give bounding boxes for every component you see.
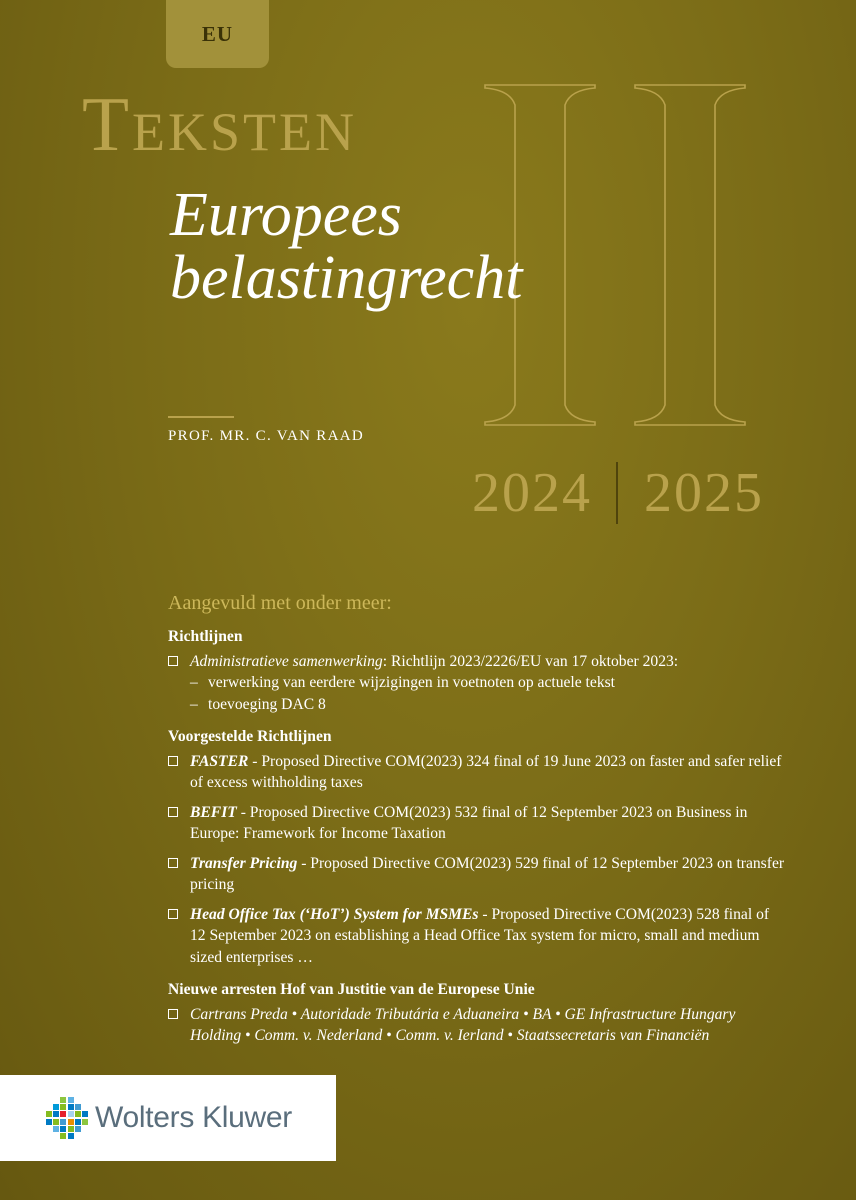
year-separator: [616, 462, 618, 524]
subtitle-line-2: belastingrecht: [170, 244, 523, 312]
dash-bullet: –: [190, 674, 198, 691]
section-title-rulings: Nieuwe arresten Hof van Justitie van de Europese Unie: [168, 981, 535, 998]
publisher-name: Wolters Kluwer: [95, 1101, 292, 1134]
year-start: 2024: [472, 462, 592, 524]
item-text: - Proposed Directive COM(2023) 529 final of 12 September 2023 on transfer pricing: [190, 854, 785, 893]
item-label: FASTER: [190, 752, 249, 770]
checkbox-icon: [168, 807, 178, 817]
list-item: [168, 651, 788, 673]
list-item: [168, 751, 788, 794]
edition-years: [472, 462, 764, 524]
checkbox-icon: [168, 1009, 178, 1019]
contents-list: [168, 624, 788, 1047]
year-end: 2025: [644, 462, 764, 524]
section-title-directives: Richtlijnen: [168, 628, 243, 645]
list-item: [168, 853, 788, 896]
list-item: [168, 904, 788, 969]
series-title: Teksten: [82, 81, 358, 167]
book-subtitle: [170, 181, 523, 312]
author-divider: [168, 416, 234, 418]
sub-item-text: verwerking van eerdere wijzigingen in voetnoten op actuele tekst: [208, 674, 616, 691]
section-title-proposed: Voorgestelde Richtlijnen: [168, 728, 332, 745]
author-name: PROF. MR. C. VAN RAAD: [168, 428, 365, 444]
item-label: Administratieve samenwerking: [190, 652, 383, 670]
list-item: [168, 802, 788, 845]
item-label: BEFIT: [190, 803, 237, 821]
item-text: - Proposed Directive COM(2023) 528 final of 12 September 2023 on establishing a Head Office Tax system for micro, small and medium sized enterprises …: [190, 905, 770, 966]
sub-list-item: [168, 672, 788, 694]
checkbox-icon: [168, 756, 178, 766]
checkbox-icon: [168, 909, 178, 919]
publisher-banner: [0, 1075, 336, 1161]
dash-bullet: –: [190, 695, 198, 713]
list-item: [168, 1004, 788, 1047]
sub-list-item: [168, 694, 788, 716]
subtitle-line-1: Europees: [170, 181, 402, 249]
checkbox-icon: [168, 858, 178, 868]
series-tag: EU: [166, 0, 269, 68]
item-text: - Proposed Directive COM(2023) 324 final of 19 June 2023 on faster and safer relief of excess withholding taxes: [190, 752, 782, 791]
case-list: Cartrans Preda • Autoridade Tributária e Aduaneira • BA • GE Infrastructure Hungary Holding • Comm. v. Nederland • Comm. v. Ierland • Staatssecretaris van Financiën: [190, 1005, 736, 1044]
item-text: - Proposed Directive COM(2023) 532 final of 12 September 2023 on Business in Europe: Framework for Income Taxation: [190, 803, 748, 842]
volume-numeral-label: II: [470, 80, 471, 81]
item-label: Transfer Pricing: [190, 854, 298, 872]
checkbox-icon: [168, 656, 178, 666]
sub-item-text: toevoeging DAC 8: [208, 695, 326, 713]
item-text: : Richtlijn 2023/2226/EU van 17 oktober 2023:: [382, 652, 679, 670]
item-label: Head Office Tax (‘HoT’) System for MSMEs: [190, 905, 479, 923]
wolters-kluwer-mosaic-icon: [46, 1097, 88, 1139]
supplement-heading: Aangevuld met onder meer:: [168, 592, 392, 614]
